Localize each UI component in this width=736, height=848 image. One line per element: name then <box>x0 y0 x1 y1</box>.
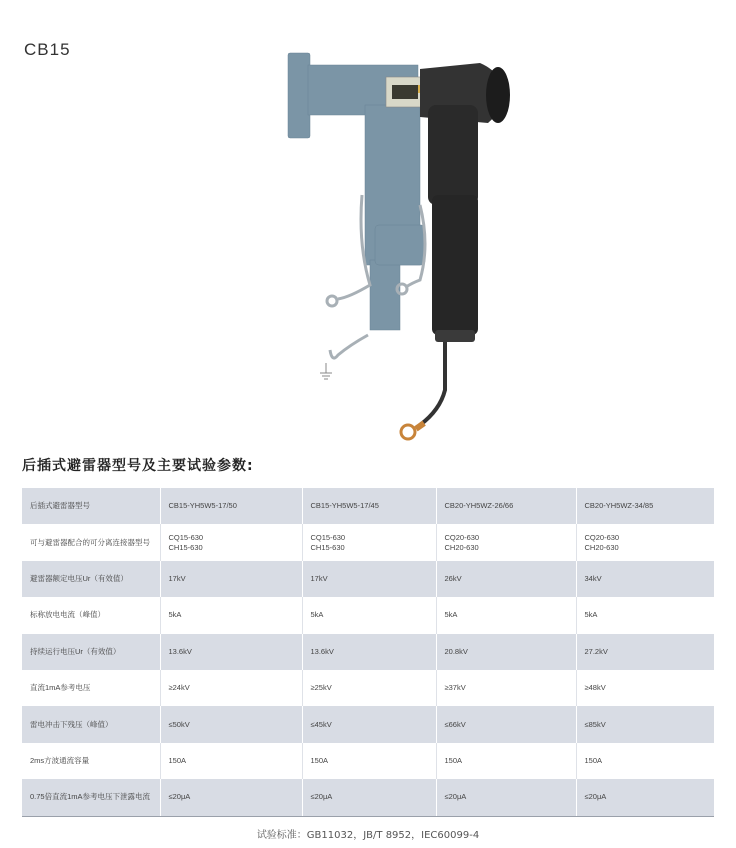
value-cell: CB20-YH5WZ-26/66 <box>436 488 576 524</box>
row-label-cell: 雷电冲击下残压（峰值） <box>22 706 160 742</box>
value-cell: ≤85kV <box>576 706 714 742</box>
value-cell: CB15-YH5W5-17/50 <box>160 488 302 524</box>
row-label-cell: 2ms方波通流容量 <box>22 743 160 779</box>
row-label-cell: 持续运行电压Ur（有效值） <box>22 634 160 670</box>
value-cell: 5kA <box>160 597 302 633</box>
value-cell: ≤20μA <box>302 779 436 816</box>
value-cell: 150A <box>302 743 436 779</box>
value-cell: 5kA <box>576 597 714 633</box>
table-row <box>22 779 714 816</box>
table-row <box>22 597 714 633</box>
table-row <box>22 743 714 779</box>
value-cell: 13.6kV <box>160 634 302 670</box>
value-cell: ≤66kV <box>436 706 576 742</box>
value-cell: 26kV <box>436 561 576 597</box>
model-title: CB15 <box>24 40 71 59</box>
value-cell: ≤50kV <box>160 706 302 742</box>
value-cell: 20.8kV <box>436 634 576 670</box>
row-label-cell: 标称放电电流（峰值） <box>22 597 160 633</box>
table-row <box>22 670 714 706</box>
value-cell: 13.6kV <box>302 634 436 670</box>
value-cell: CB20-YH5WZ-34/85 <box>576 488 714 524</box>
value-cell: 27.2kV <box>576 634 714 670</box>
value-cell: ≤20μA <box>576 779 714 816</box>
table-row <box>22 561 714 597</box>
row-label-cell: 避雷器额定电压Ur（有效值） <box>22 561 160 597</box>
value-cell: 17kV <box>302 561 436 597</box>
value-cell: CQ15-630 CH15-630 <box>302 524 436 560</box>
value-cell: ≤45kV <box>302 706 436 742</box>
value-cell: ≥24kV <box>160 670 302 706</box>
value-cell: CQ20-630 CH20-630 <box>436 524 576 560</box>
value-cell: 34kV <box>576 561 714 597</box>
value-cell: ≥48kV <box>576 670 714 706</box>
row-label-cell: 可与避雷器配合的可分离连接器型号 <box>22 524 160 560</box>
value-cell: CQ20-630 CH20-630 <box>576 524 714 560</box>
table-row <box>22 488 714 524</box>
row-label-cell: 后插式避雷器型号 <box>22 488 160 524</box>
test-standard-note: 试验标准：GB11032，JB/T 8952，IEC60099-4 <box>256 830 480 841</box>
value-cell: ≥25kV <box>302 670 436 706</box>
value-cell: 150A <box>436 743 576 779</box>
table-row <box>22 634 714 670</box>
ground-lead <box>401 342 445 439</box>
value-cell: CB15-YH5W5-17/45 <box>302 488 436 524</box>
ground-symbol-icon <box>320 363 332 379</box>
value-cell: 150A <box>576 743 714 779</box>
value-cell: 5kA <box>302 597 436 633</box>
value-cell: 150A <box>160 743 302 779</box>
parameter-table <box>22 488 714 817</box>
table-row <box>22 524 714 560</box>
table-row <box>22 706 714 742</box>
value-cell: 5kA <box>436 597 576 633</box>
product-illustration <box>280 45 520 445</box>
value-cell: ≥37kV <box>436 670 576 706</box>
row-label-cell: 直流1mA参考电压 <box>22 670 160 706</box>
section-heading: 后插式避雷器型号及主要试验参数: <box>22 458 254 474</box>
value-cell: CQ15-630 CH15-630 <box>160 524 302 560</box>
value-cell: ≤20μA <box>436 779 576 816</box>
row-label-cell: 0.75倍直流1mA参考电压下泄露电流 <box>22 779 160 816</box>
value-cell: ≤20μA <box>160 779 302 816</box>
value-cell: 17kV <box>160 561 302 597</box>
arrester-body <box>420 63 510 342</box>
